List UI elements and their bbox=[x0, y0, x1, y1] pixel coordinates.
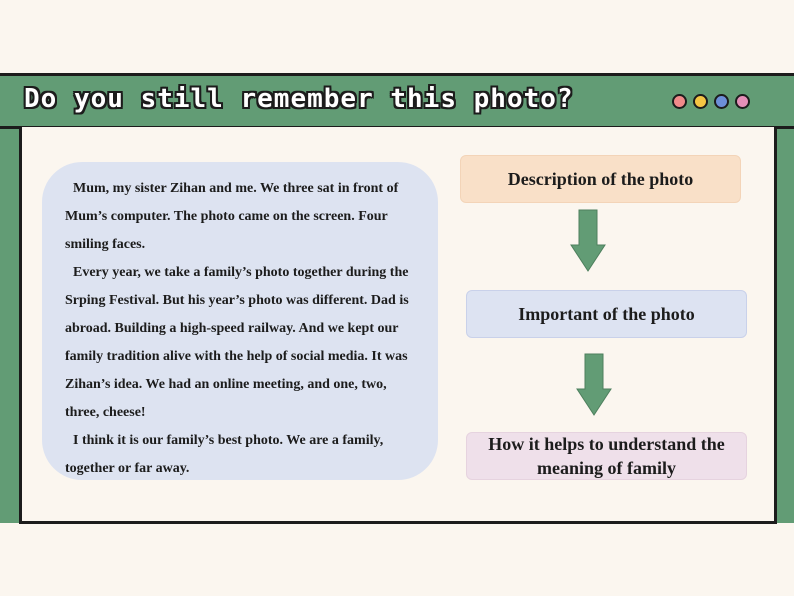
passage-card bbox=[42, 162, 438, 480]
flow-step-importance: Important of the photo bbox=[466, 290, 747, 338]
title-bar bbox=[0, 73, 794, 129]
flow-step-description: Description of the photo bbox=[460, 155, 741, 203]
down-arrow-icon bbox=[570, 209, 606, 273]
window-dots bbox=[672, 94, 750, 109]
down-arrow-icon bbox=[576, 353, 612, 417]
rose-dot-icon bbox=[735, 94, 750, 109]
flow-step-meaning: How it helps to understand the meaning of family bbox=[466, 432, 747, 480]
passage-paragraph-3: I think it is our family’s best photo. We are a family, together or far away. bbox=[65, 433, 384, 476]
pink-dot-icon bbox=[672, 94, 687, 109]
yellow-dot-icon bbox=[693, 94, 708, 109]
passage-paragraph-2: Every year, we take a family’s photo together during the Srping Festival. But his year’s photo was different. Dad is abroad. Building a high-speed railway. And we kept our family tradition alive with the help of social media. It was Zihan’s idea. We had an online meeting, and one, two, three, cheese! bbox=[65, 265, 409, 420]
slide-title: Do you still remember this photo? bbox=[24, 84, 574, 114]
passage-paragraph-1: Mum, my sister Zihan and me. We three sat in front of Mum’s computer. The photo came on the screen. Four smiling faces. bbox=[65, 181, 399, 252]
blue-dot-icon bbox=[714, 94, 729, 109]
